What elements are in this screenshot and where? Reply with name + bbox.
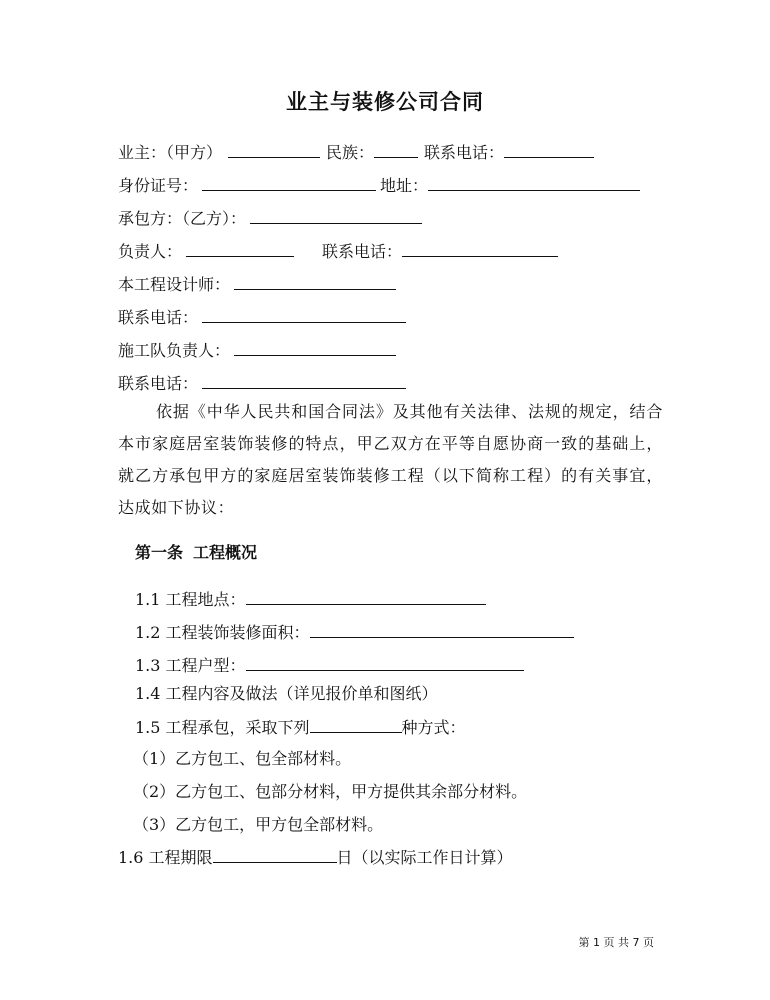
designer-label: 本工程设计师： [118,275,231,294]
item-1-2-label: 1.2 工程装饰装修面积： [135,623,310,642]
contractor-label: 承包方：（乙方）： [118,209,247,228]
option-3: （3）乙方包工，甲方包全部材料。 [133,815,384,834]
item-1-6-prefix: 1.6 工程期限 [118,848,213,867]
item-1-3 [135,654,524,677]
address-label: 地址： [380,176,429,195]
item-1-3-label: 1.3 工程户型： [135,656,246,675]
option-1: （1）乙方包工、包全部材料。 [133,749,352,768]
section-number: 第一条 [135,543,184,562]
item-1-4: 1.4 工程内容及做法（详见报价单和图纸） [135,684,438,703]
manager-phone-label: 联系电话： [322,242,403,261]
item-1-1-label: 1.1 工程地点： [135,590,246,609]
item-1-5-suffix: 种方式： [401,718,466,737]
item-1-6-suffix: 日（以实际工作日计算） [336,848,513,867]
method-blank[interactable] [310,716,402,733]
manager-phone-blank[interactable] [402,240,558,257]
designer-phone-blank[interactable] [202,306,406,323]
id-blank[interactable] [202,174,376,191]
location-blank[interactable] [246,588,486,605]
owner-label: 业主：（甲方） [118,143,223,162]
crew-phone-line [118,372,406,395]
item-1-5-prefix: 1.5 工程承包，采取下列 [135,718,310,737]
owner-phone-label: 联系电话： [424,143,505,162]
owner-line [118,141,594,164]
nation-label: 民族： [326,143,375,162]
layout-blank[interactable] [246,654,524,671]
area-blank[interactable] [310,621,574,638]
id-line [118,174,640,197]
crew-phone-blank[interactable] [202,372,406,389]
item-1-6 [118,846,513,869]
section-heading [135,540,267,563]
crew-label: 施工队负责人： [118,341,231,360]
document-title: 业主与装修公司合同 [286,90,484,114]
item-1-5 [135,716,466,739]
contractor-line [118,207,422,230]
designer-phone-line [118,306,406,329]
contractor-blank[interactable] [250,207,422,224]
crew-phone-label: 联系电话： [118,374,199,393]
manager-line [118,240,558,263]
preamble-paragraph: 依据《中华人民共和国合同法》及其他有关法律、法规的规定，结合本市家庭居室装饰装修的特点，甲乙双方在平等自愿协商一致的基础上，就乙方承包甲方的家庭居室装饰装修工程（以下简称工程）的有关事宜，达成如下协议： [118,402,663,517]
nation-blank[interactable] [374,141,418,158]
item-1-1 [135,588,486,611]
designer-line [118,273,396,296]
designer-phone-label: 联系电话： [118,308,199,327]
duration-blank[interactable] [213,846,337,863]
manager-label: 负责人： [118,242,183,261]
crew-blank[interactable] [234,339,396,356]
owner-phone-blank[interactable] [504,141,594,158]
page-number: 第 1 页 共 7 页 [578,936,654,949]
designer-blank[interactable] [234,273,396,290]
manager-blank[interactable] [186,240,294,257]
crew-line [118,339,396,362]
owner-blank[interactable] [228,141,320,158]
section-title: 工程概况 [193,543,258,562]
item-1-2 [135,621,574,644]
address-blank[interactable] [428,174,640,191]
option-2: （2）乙方包工、包部分材料，甲方提供其余部分材料。 [133,782,528,801]
id-label: 身份证号： [118,176,199,195]
